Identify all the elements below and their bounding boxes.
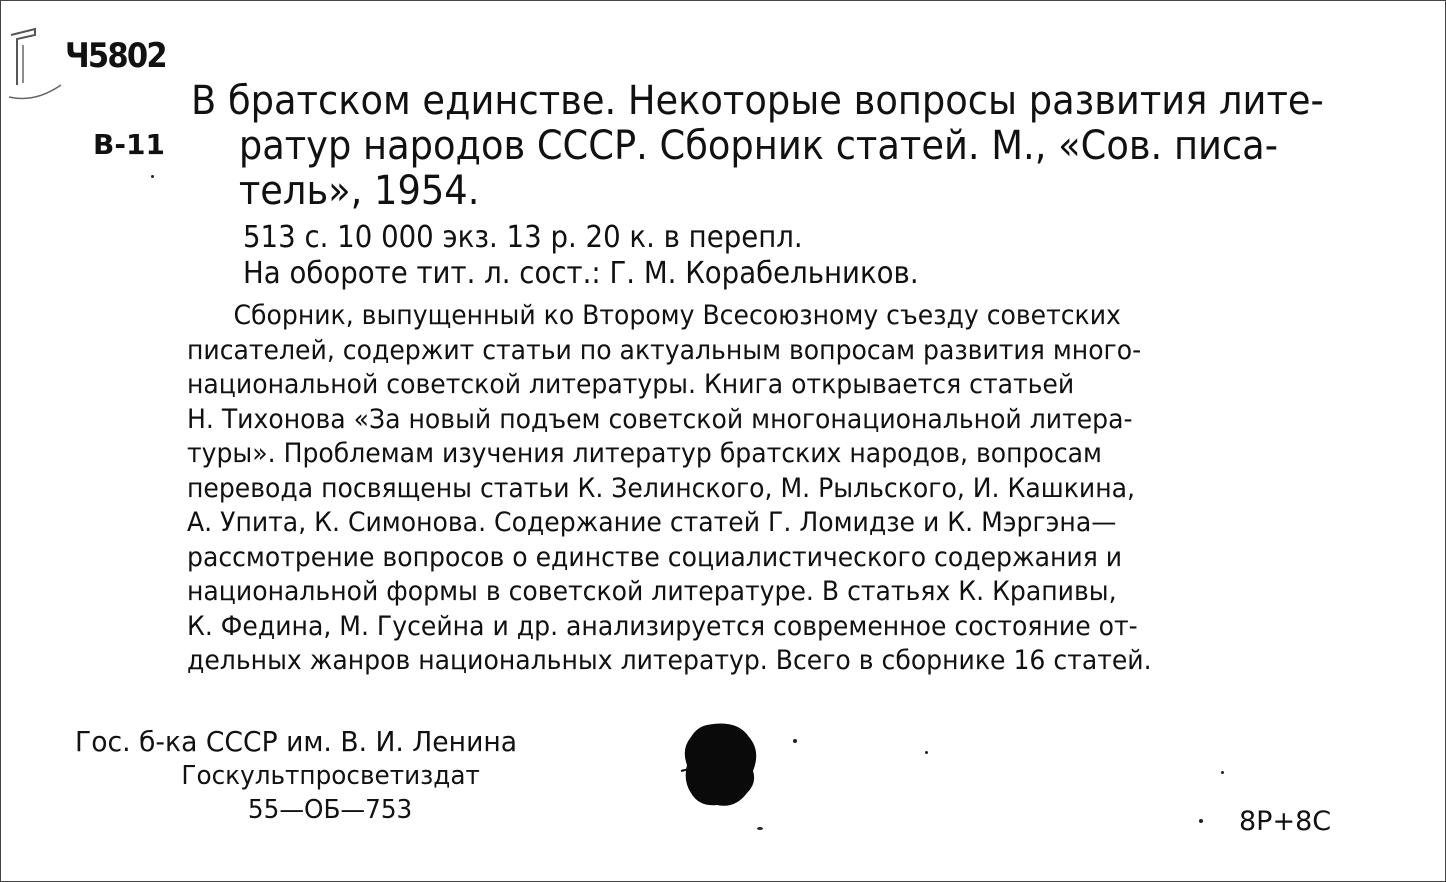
- classification-code: 8Р+8С: [1239, 806, 1332, 837]
- speck: [757, 827, 763, 830]
- annotation-line: рассмотрение вопросов о единстве социалистического содержания и: [187, 541, 1123, 573]
- speck: [925, 751, 928, 754]
- annotation: [187, 299, 1340, 679]
- speck: [1221, 771, 1224, 774]
- call-number: Ч5802: [65, 36, 166, 76]
- title-line: В братском единстве. Некоторые вопросы развития лите-: [191, 78, 1324, 124]
- title-line: тель», 1954.: [238, 168, 480, 214]
- annotation-line: писателей, содержит статьи по актуальным вопросам развития много-: [187, 334, 1142, 366]
- pages-line: 513 с. 10 000 экз. 13 р. 20 к. в перепл.: [243, 220, 803, 255]
- annotation-line: национальной советской литературы. Книга открывается статьей: [187, 369, 1075, 400]
- shelf-mark: В-11: [93, 128, 165, 161]
- annotation-line: туры». Проблемам изучения литератур братских народов, вопросам: [187, 438, 1103, 469]
- annotation-line: национальной формы в советской литературе. В статьях К. Крапивы,: [187, 576, 1117, 607]
- title-line: ратур народов СССР. Сборник статей. М., «Сов. писа-: [238, 123, 1278, 169]
- annotation-line: Сборник, выпущенный ко Второму Всесоюзному съезду советских: [233, 300, 1121, 331]
- annotation-line: дельных жанров национальных литератур. Всего в сборнике 16 статей.: [187, 645, 1152, 676]
- compiler-line: На обороте тит. л. сост.: Г. М. Корабельников.: [243, 256, 919, 291]
- publisher-block: [75, 725, 517, 827]
- speck: [151, 175, 154, 178]
- publisher-name: Госкультпросветиздат: [181, 761, 480, 791]
- annotation-line: Н. Тихонова «За новый подъем советской многонациональной литера-: [187, 403, 1133, 435]
- title-block: [191, 78, 1324, 214]
- order-code: 55—ОБ—753: [247, 795, 413, 825]
- speck: [793, 739, 797, 743]
- annotation-line: А. Упита, К. Симонова. Содержание статей Г. Ломидзе и К. Мэргэна—: [187, 507, 1117, 538]
- annotation-line: перевода посвящены статьи К. Зелинского, М. Рыльского, И. Кашкина,: [187, 472, 1135, 504]
- annotation-line: К. Федина, М. Гусейна и др. анализируется современное состояние от-: [187, 610, 1138, 642]
- stamp-mark-icon: [5, 25, 69, 105]
- library-name: Гос. б-ка СССР им. В. И. Ленина: [75, 725, 518, 758]
- ink-blot-icon: [677, 721, 767, 813]
- speck: [1199, 819, 1203, 823]
